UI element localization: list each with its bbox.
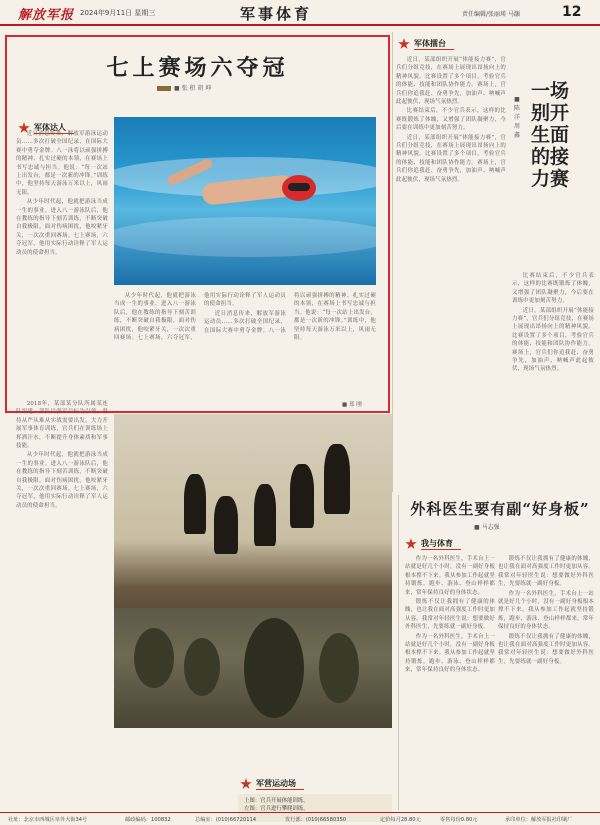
column-divider — [398, 495, 399, 810]
relay-paragraph: 比赛结束后，不少官兵表示，这样的比赛既锻炼了体魄，又增强了团队凝聚力，今后要在训练中更加刻苦努力。 — [512, 273, 594, 305]
star-icon — [405, 538, 417, 550]
relay-paragraph: 近日，某部组织开展“体能接力赛”，官兵们分组竞技，在赛场上展现出昂扬向上的精神风貌。比赛设置了多个项目，考验官兵的体能、技能和团队协作能力。赛场上，官兵们你追我赶、奋勇争先，加油声、呐喊声此起彼伏，现场气氛热烈。 — [512, 307, 594, 373]
right-kicker-text: 军体擂台 — [414, 38, 454, 50]
byline-mark-icon — [157, 86, 171, 91]
feature-byline — [157, 83, 211, 92]
sports-field-kicker-text: 军营运动场 — [256, 778, 304, 790]
left-lower-paragraph: 从少年时代起，他就把游泳当成一生的事业。进入八一游泳队后，他在教练的指导下刻苦训练，不断突破自我极限。面对伤病困扰，他咬紧牙关，一次次重回赛场。七上赛场，六夺冠军，他用实际行动诠释了军人运动员的使命担当。 — [16, 452, 108, 509]
masthead-editors: 责任编辑/张丽瑛 马灏 — [462, 11, 520, 18]
masthead-logo: 解放军报 — [18, 8, 75, 23]
caption-line: 上图：官兵开展体能训练。 — [244, 798, 309, 804]
surgeon-article-byline: ■ 马志强 — [474, 524, 500, 531]
surgeon-paragraph: 作为一名外科医生，手术台上一站就是好几个小时，没有一副好身板根本撑不下来。我从参加工作起就坚持锻炼，跑步、游泳、登山样样都来，常年保持良好的身体状态。 — [405, 556, 495, 596]
left-lower-body — [16, 400, 108, 592]
page-number: 12 — [562, 4, 582, 20]
feature-paragraph: 近日消息传来，解放军游泳运动员……多次打破全国纪录，在国际大赛中勇夺金牌。八一泳将以顽强拼搏的精神、扎实过硬的本领，在赛场上书写忠诚与担当。他说：“每一次站上出发台，都是一次新的冲锋。”训练中，他坚持每天游泳万米以上，风雨无阻。 — [16, 131, 108, 196]
feature-title: 七上赛场六夺冠 — [106, 55, 289, 81]
sport-and-me-kicker-text: 我与体育 — [421, 538, 461, 550]
relay-body — [396, 56, 506, 476]
left-lower-paragraph: 2018年，某部某分队所属某连队组建，部队以强军目标为引领，坚持从严从难从实战需要出发，大力开展军事体育训练，官兵们在训练场上挥洒汗水，不断提升身体素质和军事技能。 — [16, 401, 108, 450]
surgeon-paragraph: 作为一名外科医生，手术台上一站就是好几个小时，没有一副好身板根本撑不下来。我从参加工作起就坚持锻炼，跑步、游泳、登山样样都来，常年保持良好的身体状态。 — [405, 633, 495, 674]
footer-phone: 总编室：(010)66720114 — [195, 817, 257, 823]
footer — [0, 812, 600, 825]
star-icon — [398, 38, 410, 50]
surgeon-paragraph: 锻炼不仅让我拥有了健康的体魄，也让我在面对高强度工作时更加从容。我常对年轻医生说：想要做好外科医生，先要练就一副好身板。 — [405, 599, 495, 631]
soldier-silhouette — [214, 496, 238, 554]
footer-price: 定价每月28.80元 — [380, 817, 421, 823]
feature-end-byline: ■ 郑 刚 — [342, 402, 362, 408]
right-kicker — [398, 38, 454, 50]
surgeon-body — [405, 555, 495, 810]
masthead-section: 军事体育 — [240, 5, 313, 23]
soldier-silhouette — [184, 474, 206, 534]
feature-paragraph: 从少年时代起，他就把游泳当成一生的事业。进入八一游泳队后，他在教练的指导下刻苦训练，不断突破自我极限。面对伤病困扰，他咬紧牙关，一次次重回赛场。七上赛场，六夺冠军，他用实际行动诠释了军人运动员的使命担当。 — [16, 199, 108, 256]
swimmer-photo — [114, 117, 376, 285]
sports-field-kicker — [240, 778, 304, 790]
feature-body-bottom — [114, 292, 376, 398]
surgeon-paragraph: 锻炼不仅让我拥有了健康的体魄，也让我在面对高强度工作时更加从容。我常对年轻医生说：想要做好外科医生，先要练就一副好身板。 — [498, 633, 594, 665]
masthead-date: 2024年9月11日 星期三 — [80, 9, 156, 17]
relay-paragraph: 近日，某部组织开展“体能接力赛”，官兵们分组竞技，在赛场上展现出昂扬向上的精神风貌。比赛设置了多个项目，考验官兵的体能、技能和团队协作能力。赛场上，官兵们你追我赶、奋勇争先，加油声、呐喊声此起彼伏，现场气氛热烈。 — [396, 134, 506, 183]
surgeon-body-continued — [498, 555, 594, 810]
footer-distribution: 发行部：(010)66580350 — [285, 817, 347, 823]
relay-byline: ■ 陈 洋 周 鑫 — [513, 96, 520, 139]
swim-goggles — [288, 183, 310, 191]
soldier-figure — [184, 638, 220, 696]
soldier-silhouette — [324, 444, 350, 514]
soldier-silhouette — [254, 484, 276, 546]
soldier-figure — [134, 628, 174, 688]
surgeon-paragraph: 作为一名外科医生，手术台上一站就是好几个小时，没有一副好身板根本撑不下来。我从参加工作起就坚持锻炼，跑步、游泳、登山样样都来，常年保持良好的身体状态。 — [498, 590, 594, 631]
footer-printer: 承印单位：解放军报社印刷厂 — [505, 817, 573, 823]
star-icon — [240, 778, 252, 790]
caption-line: 左图：官兵进行攀爬训练。 — [244, 806, 309, 812]
footer-address: 社址：北京市西城区阜外大街34号 — [8, 817, 88, 823]
sport-and-me-kicker — [405, 538, 461, 550]
relay-paragraph: 比赛结束后，不少官兵表示，这样的比赛既锻炼了体魄，又增强了团队凝聚力，今后要在训练中更加刻苦努力。 — [396, 108, 506, 132]
relay-title: 一场别开生面的接力赛 — [530, 80, 569, 190]
feature-byline-text: ■ 张 积 胡 坤 — [174, 85, 212, 92]
feature-kicker-text: 军体达人 — [34, 122, 74, 134]
surgeon-paragraph: 锻炼不仅让我拥有了健康的体魄，也让我在面对高强度工作时更加从容。我常对年轻医生说：想要做好外科医生，先要练就一副好身板。 — [498, 556, 594, 588]
relay-paragraph: 近日，某部组织开展“体能接力赛”，官兵们分组竞技，在赛场上展现出昂扬向上的精神风貌。比赛设置了多个项目，考验官兵的体能、技能和团队协作能力。赛场上，官兵们你追我赶、奋勇争先，加油声、呐喊声此起彼伏，现场气氛热烈。 — [396, 57, 506, 106]
soldier-figure — [319, 633, 359, 703]
footer-postcode: 邮政编码：100832 — [125, 817, 171, 823]
water-wave — [114, 217, 376, 257]
surgeon-article-title: 外科医生要有副“好身板” — [410, 500, 590, 518]
footer-retail: 零售每份0.80元 — [440, 817, 478, 823]
relay-body-continued — [512, 272, 594, 477]
feature-paragraph: 近日消息传来，解放军游泳运动员……多次打破全国纪录，在国际大赛中勇夺金牌。八一泳将以顽强拼搏的精神、扎实过硬的本领，在赛场上书写忠诚与担当。他说：“每一次站上出发台，都是一次新的冲锋。”训练中，他坚持每天游泳万米以上，风雨无阻。 — [204, 293, 376, 342]
masthead — [0, 0, 600, 26]
soldier-silhouette — [290, 464, 314, 528]
column-divider — [392, 32, 393, 492]
feature-paragraph: 从少年时代起，他就把游泳当成一生的事业。进入八一游泳队后，他在教练的指导下刻苦训练，不断突破自我极限。面对伤病困扰，他咬紧牙关，一次次重回赛场。七上赛场，六夺冠军，他用实际行动诠释了军人运动员的使命担当。 — [114, 293, 286, 342]
feature-body-left — [16, 130, 108, 366]
soldier-figure — [244, 618, 304, 718]
training-soldiers-photo — [114, 608, 392, 728]
